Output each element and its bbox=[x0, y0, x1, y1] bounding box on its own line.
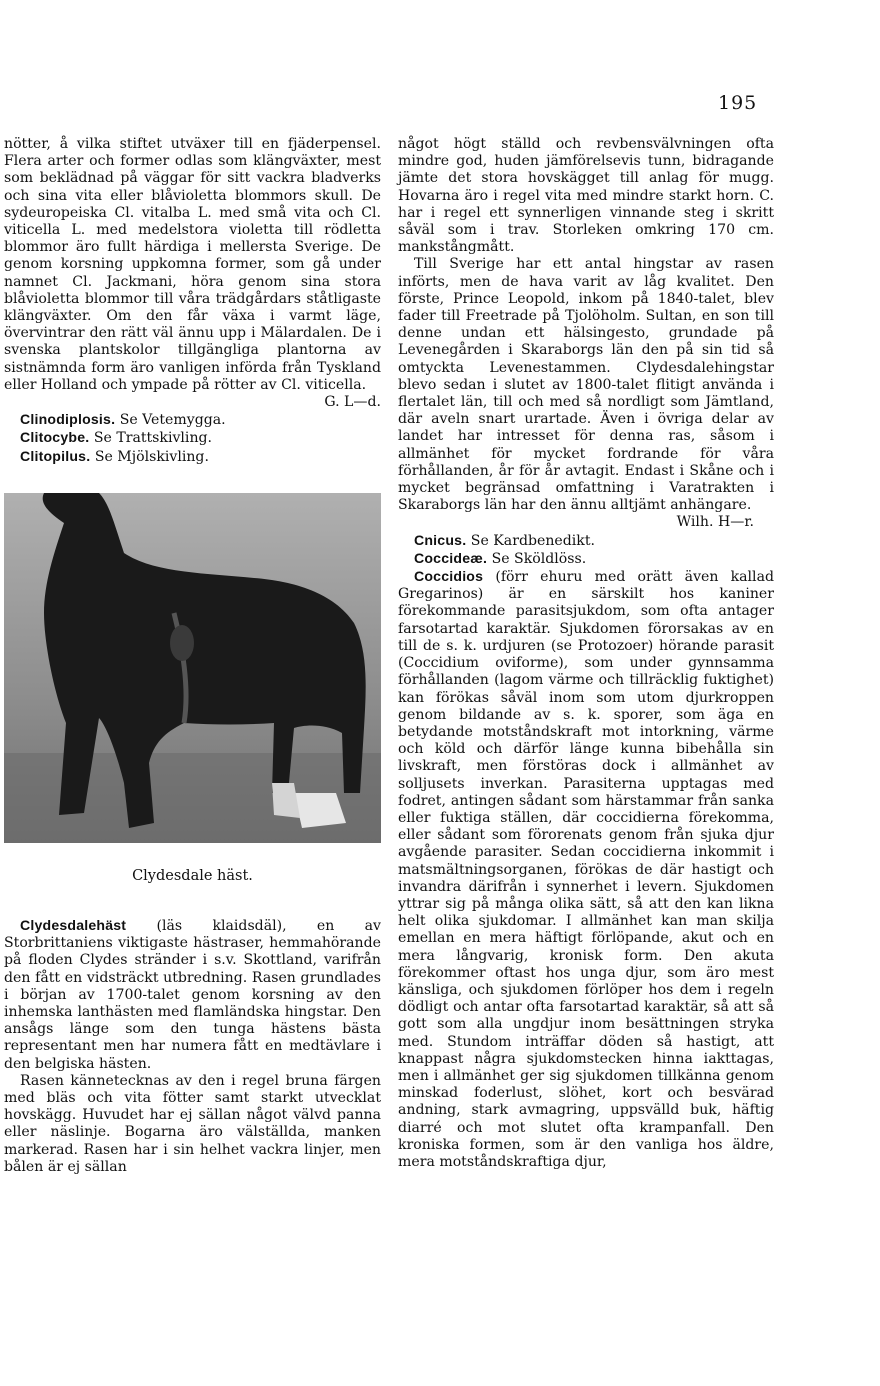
clydesdale-paragraph-1 bbox=[4, 917, 381, 1073]
clydesdale-horse-photo bbox=[4, 493, 381, 843]
page-number: 195 bbox=[718, 92, 758, 114]
clydesdale-text-1: (läs klaidsdäl), en av Storbrittaniens viktigaste hästraser, hemmahörande på floden Clydes stränder i s.v. Skottland, varifrån den fått en vidsträckt utbredning. Rasen grundlades i början av 1700-talet genom korsning av den inhemska lanthästen med flamländska hingstar. Den ansågs länge som den tunga hästens bästa representant men har numera fått en medtävlare i den belgiska hästen. bbox=[4, 918, 381, 1072]
entry-coccidios bbox=[398, 568, 774, 1171]
entry-ref: Se Vetemygga. bbox=[119, 412, 226, 429]
clydesdale-paragraph-2: Rasen kännetecknas av den i regel bruna färgen med bläs och vita fötter samt starkt utvecklat hovskägg. Huvudet har ej sällan något välvd panna eller näslinje. Bogarna äro välställda, manken markerad. Rasen har i sin helhet vackra linjer, men bålen är ej sällan bbox=[4, 1072, 381, 1175]
entry-cnicus bbox=[398, 532, 774, 550]
clydesdale-continued: något högt ställd och revbensvälvningen ofta mindre god, huden jämförelsevis tunn, bidragande jämte det stora hovskägget till anlag för mugg. Hovarna äro i regel vita med mindre starkt horn. C. har i regel ett synnerligen vinnande steg i skritt såväl som i trav. Storleken omkring 170 cm. mankstångmått. bbox=[398, 136, 774, 256]
entry-clinodiplosis bbox=[4, 411, 381, 429]
signature-wilh: Wilh. H—r. bbox=[676, 514, 754, 531]
entry-coccideae bbox=[398, 550, 774, 568]
horse-silhouette-icon bbox=[4, 493, 381, 843]
entry-clitocybe bbox=[4, 429, 381, 447]
entry-term-clydesdalehast: Clydesdalehäst bbox=[20, 917, 127, 933]
left-column-top bbox=[4, 136, 381, 466]
entry-term: Clitocybe. bbox=[20, 429, 90, 446]
signature-gld: G. L—d. bbox=[324, 394, 381, 411]
entry-term: Cnicus. bbox=[414, 531, 467, 548]
clematis-paragraph: nötter, å vilka stiftet utväxer till en fjäderpensel. Flera arter och former odlas som klängväxter, mest som beklädnad på väggar för sitt vackra bladverks och sina vita eller blåvioletta blommors skull. De sydeuropeiska Cl. vitalba L. med små vita och Cl. viticella L. med medelstora violetta till rödletta blommor äro fullt härdiga i mellersta Sverige. De genom korsning uppkomna former, som gå under namnet Cl. Jackmani, höra genom sina stora blåvioletta blommor till våra trädgårdars ståtligaste klängväxter. Om den får växa i varmt läge, övervintrar den rätt väl ännu upp i Mälardalen. De i svenska plantskolor tillgängliga plantorna av sistnämnda form äro vanligen införda från Tyskland eller Holland och ympade på rötter av Cl. viticella. bbox=[4, 136, 381, 393]
entry-ref: Se Kardbenedikt. bbox=[470, 532, 595, 549]
entry-term: Clinodiplosis. bbox=[20, 411, 116, 428]
right-column bbox=[398, 136, 774, 1171]
figure-caption: Clydesdale häst. bbox=[132, 868, 253, 884]
entry-term: Clitopilus. bbox=[20, 447, 91, 464]
entry-ref: Se Sköldlöss. bbox=[491, 550, 587, 567]
entry-clitopilus bbox=[4, 448, 381, 466]
coccidios-text: (förr ehuru med orätt även kallad Gregarinos) är en särskilt hos kaniner förekommande parasitsjukdom, som ofta antager farsotartad karaktär. Sjukdomen förorsakas av en till de s. k. urdjuren (se Protozoer) hörande parasit (Coccidium oviforme), som under gynnsamma förhållanden (lagom värme och tillräcklig fuktighet) kan förökas såväl inom som utom djurkroppen genom bildande av s. k. sporer, som äga en betydande motståndskraft mot intorkning, värme och köld och därför länge kunna bibehålla sin livskraft, men förstöras dock i allmänhet av solljusets inverkan. Parasiterna upptagas med fodret, antingen sådant som härstammar från sanka eller fuktiga ställen, där coccidierna förekomma, eller sådant som förorenats genom från sjuka djur avgående parasiter. Sedan coccidierna inkommit i matsmältningsorganen, förökas de där hastigt och invandra därifrån i synnerhet i levern. Sjukdomen yttrar sig på många olika sätt, så att den kan likna helt olika sjukdomar. I allmänhet kan man skilja emellan en mera häftigt förlöpande, akut och en mera långvarig, kronisk form. Den akuta förekommer oftast hos unga djur, som äro mest känsliga, och sjukdomen förlöper hos dem i regeln dödligt och antar ofta farsotartad karaktär, så att så gott som alla ungdjur inom besättningen stryka med. Stundom inträffar döden så hastigt, att knappast några sjukdomstecken hinna iakttagas, men i allmänhet ger sig sjukdomen tillkänna genom minskad foderlust, slöhet, kort och besvärad andning, stark avmagring, uppsvälld buk, häftig diarré och mot slutet ofta krampanfall. Den kroniska formen, som är den vanliga hos äldre, mera motståndskraftiga djur, bbox=[398, 569, 774, 1170]
entry-term: Coccideæ. bbox=[414, 549, 488, 566]
entry-ref: Se Trattskivling. bbox=[93, 430, 213, 447]
clydesdale-sweden-paragraph: Till Sverige har ett antal hingstar av rasen införts, men de hava varit av låg kvalitet. Den förste, Prince Leopold, inkom på 1840-talet, blev fader till Freetrade på Tjolöholm. Sultan, en son till denne undan ett hälsingesto, grundade på Levenegården i Skaraborgs län den på sin tid så omtyckta Levenestammen. Clydesdalehingstar blevo sedan i slutet av 1800-talet flitigt använda i flertalet län, till och med så nordligt som Jämtland, där aveln snart urartade. Även i övriga delar av landet har intresset för denna ras, såsom i allmänhet för mycket fordrande för våra förhållanden, år för år avtagit. Endast i Skåne och i mycket begränsad omfattning i Varatrakten i Skaraborgs län har den ännu alltjämt anhängare. bbox=[398, 256, 774, 514]
entry-term: Coccidios bbox=[414, 568, 484, 585]
left-column-bottom bbox=[4, 917, 381, 1176]
entry-ref: Se Mjölskivling. bbox=[94, 448, 209, 465]
